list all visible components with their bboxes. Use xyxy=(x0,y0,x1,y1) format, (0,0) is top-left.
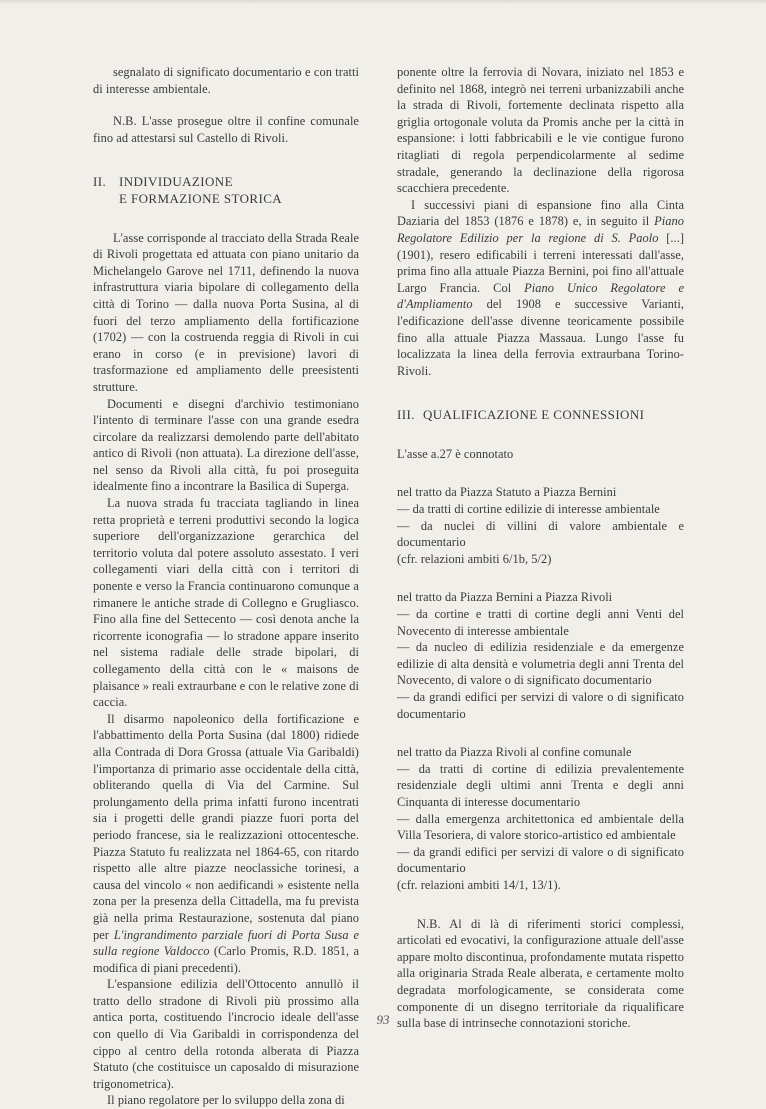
block-line: — da tratti di cortine edilizie di interesse ambientale xyxy=(397,502,660,517)
section-title-line1: INDIVIDUAZIONE xyxy=(119,174,233,190)
paragraph: L'espansione edilizia dell'Ottocento annullò il tratto dello stradone di Rivoli più prossimo alla antica porta, costituendo l'incrocio ideale dell'asse con quello di Via Garibaldi in corrispondenza del cippo al centro della rotonda alberata di Piazza Statuto (che costituisce un caposaldo di misurazione trigonometrica). xyxy=(93,977,359,1091)
section-title: QUALIFICAZIONE E CONNESSIONI xyxy=(423,407,645,423)
paragraph: ponente oltre la ferrovia di Novara, iniziato nel 1853 e definito nel 1868, integrò nei terreni urbanizzabili anche la strada di Rivoli, fortemente declinata rispetto alla griglia ortogonale voluta da Promis anche per la città in espansione: i lotti fabbricabili e le vie contigue furono ritagliati di regola perpendicolarmente al sedime stradale, generando la declinazione della rigorosa scacchiera precedente. xyxy=(397,65,684,196)
block-line: — dalla emergenza architettonica ed ambientale della Villa Tesoriera, di valore storico-artistico ed ambientale xyxy=(397,811,684,843)
block-line: nel tratto da Piazza Rivoli al confine comunale xyxy=(397,745,632,760)
section-number: II. xyxy=(93,174,107,190)
left-column xyxy=(93,64,359,1109)
italic-title: L'ingrandimento parziale fuori di Porta Susa e sulla regione Valdocco xyxy=(93,927,360,959)
paragraph: L'asse corrisponde al tracciato della Strada Reale di Rivoli progettata ed attuata con piano unitario da Michelangelo Garove nel 1711, definendo la nuova infrastruttura viaria bipolare di collegamento della città di Torino — dalla nuova Porta Susina, al di fuori del terzo ampliamento della fortificazione (1702) — con la costruenda reggia di Rivoli in cui erano in corso (e in previsione) lavori di trasformazione ed ampliamento delle preesistenti strutture. xyxy=(93,230,359,394)
italic-title: Piano Regolatore Edilizio per la regione di S. Paolo xyxy=(397,214,684,245)
qualification-block-1 xyxy=(397,484,684,567)
paragraph: Documenti e disegni d'archivio testimoniano l'intento di terminare l'asse con una grande esedra circolare da realizzarsi demolendo parte dell'abitato antico di Rivoli (non attuata). La direzione dell'asse, nel senso da Rivoli alla città, fu poi proseguita idealmente fino a incontrare la Basilica di Superga. xyxy=(93,396,359,494)
intro-paragraph: segnalato di significato documentario e con tratti di interesse ambientale. xyxy=(93,65,359,96)
block-line: (cfr. relazioni ambiti 14/1, 13/1). xyxy=(397,877,561,892)
section-heading-2 xyxy=(93,174,359,207)
paragraph-text: I successivi piani di espansione fino alla Cinta Daziaria del 1853 (1876 e 1878) e, in seguito il xyxy=(397,197,684,229)
paragraph: Il piano regolatore per lo sviluppo della zona di xyxy=(107,1093,345,1108)
paragraph-text: del 1908 e successive Varianti, l'edificazione dell'asse divenne teoricamente possibile fino alla attuale Piazza Massaua. Lungo l'asse fu localizzata la linea della ferrovia extraurbana Torino-Rivoli. xyxy=(397,297,684,378)
block-line: — da grandi edifici per servizi di valore o di significato documentario xyxy=(397,690,684,721)
section-title-line2: E FORMAZIONE STORICA xyxy=(119,190,283,206)
qualification-block-3 xyxy=(397,744,684,893)
block-line: — da nuclei di villini di valore ambientale e documentario xyxy=(397,518,684,550)
italic-title: Piano Unico Regolatore e d'Ampliamento xyxy=(397,280,684,312)
block-line: — da grandi edifici per servizi di valore o di significato documentario xyxy=(397,844,684,876)
section-number: III. xyxy=(397,407,415,423)
block-line: nel tratto da Piazza Bernini a Piazza Rivoli xyxy=(397,590,613,605)
paragraph-text: Il disarmo napoleonico della fortificazione e l'abbattimento della Porta Susina (dal 1800) ridiede alla Contrada di Dora Grossa (attuale Via Garibaldi) l'importanza di primario asse occidentale della città, obliterando quella di Via del Carmine. Sul prolungamento della prima infatti furono incentrati sia i progetti delle grandi piazze fuori porta del periodo francese, sia le realizzazioni ottocentesche. Piazza Statuto fu realizzata nel 1864-65, con ritardo rispetto alle altre piazze neoclassiche torinesi, a causa del vincolo « non aedificandi » esistente nella zona per la presenza della Cittadella, ma fu prevista già nella prima Restaurazione, sostenuta dal piano per xyxy=(93,711,359,942)
paragraph-text: (Carlo Promis, R.D. 1851, a modifica di piani precedenti). xyxy=(93,944,359,975)
page-top-edge xyxy=(0,0,766,4)
block-line: — da tratti di cortine di edilizia prevalentemente residenziale degli ultimi anni Trenta e degli anni Cinquanta di interesse documentario xyxy=(397,761,684,809)
qualification-block-2 xyxy=(397,589,684,722)
block-line: nel tratto da Piazza Statuto a Piazza Bernini xyxy=(397,485,617,500)
paragraph: La nuova strada fu tracciata tagliando in linea retta proprietà e terreni produttivi secondo la logica superiore dell'organizzazione gerarchica del territorio voluta dal potere assoluto assestato. I veri collegamenti viari della città con i territori di ponente e verso la Francia continuarono comunque a rimanere le antiche strade di Collegno e Grugliasco. Fino alla fine del Settecento — così denota anche la ricorrente iconografia — lo stradone appare inserito nel sistema radiale delle strade bipolari, di collegamento della città con le « maisons de plaisance » reali extraurbane e con le relative zone di caccia. xyxy=(93,496,359,710)
paragraph xyxy=(397,197,684,380)
right-column xyxy=(397,64,684,1032)
page-number: 93 xyxy=(376,1012,390,1027)
section-intro: L'asse a.27 è connotato xyxy=(397,446,514,461)
paragraph xyxy=(93,711,359,977)
intro-note: N.B. L'asse prosegue oltre il confine comunale fino ad attestarsi sul Castello di Rivoli. xyxy=(93,114,359,145)
closing-note: N.B. Al di là di riferimenti storici complessi, articolati ed evocativi, la configurazione attuale dell'asse appare molto discontinua, profondamente mutata rispetto alla originaria Strada Reale alberata, e certamente molto degradata morfologicamente, se considerata come componente di un disegno territoriale da riqualificare sulla base di intrinseche connotazioni storiche. xyxy=(397,916,684,1031)
paragraph-text: [...] (1901), resero edificabili i terreni interessati dall'asse, prima fino alla attuale Piazza Bernini, poi fino all'attuale Largo Francia. Col xyxy=(397,230,685,295)
block-line: (cfr. relazioni ambiti 6/1b, 5/2) xyxy=(397,551,552,566)
section-heading-3 xyxy=(397,407,684,424)
block-line: — da cortine e tratti di cortine degli anni Venti del Novecento di interesse ambientale xyxy=(397,607,684,638)
block-line: — da nucleo di edilizia residenziale e da emergenze edilizie di alta densità e volumetria degli anni Trenta del Novecento, di valore o di significato documentario xyxy=(397,640,684,688)
